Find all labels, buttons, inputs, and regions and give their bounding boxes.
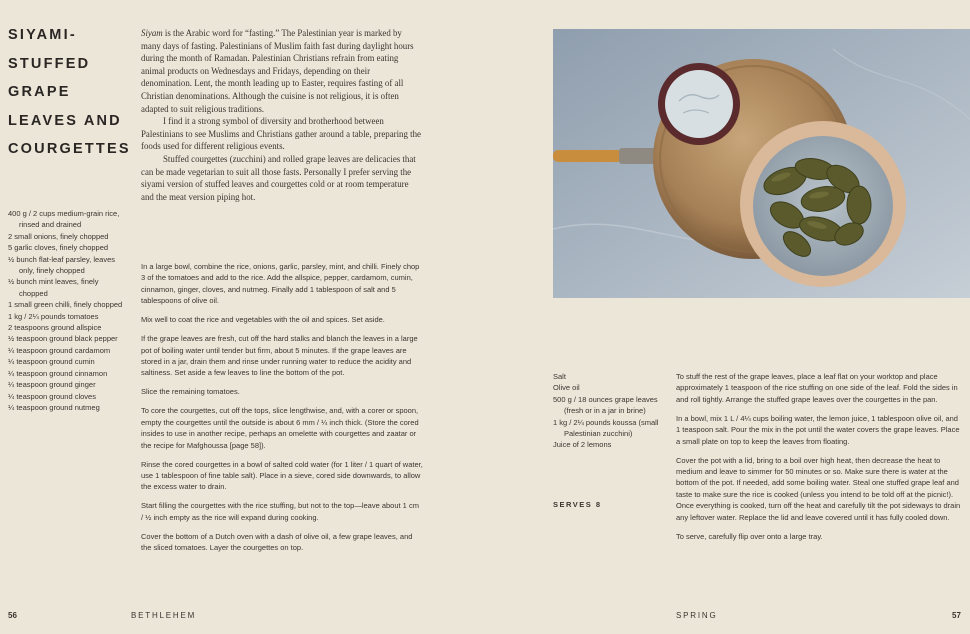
title-line: SIYAMI- <box>8 27 77 43</box>
ingredient-item: ¼ teaspoon ground ginger <box>8 380 96 390</box>
title-line: STUFFED <box>8 55 91 72</box>
method-step: To core the courgettes, cut off the tops, slice lengthwise, and, with a corer or spoon, empty the courgettes until the outside is about 6 mm / ¼ inch thick. (Store the cored insides to use in another recipe, perhaps an omelette with courgettes and zaatar or the recipe for Mafghoussa [page 58]). <box>141 406 419 450</box>
ingredient-list <box>8 208 128 413</box>
method-step: Cover the pot with a lid, bring to a boil over high heat, then decrease the heat to medium and leave to simmer for 50 minutes or so. Make sure there is water at the bottom of the pot. If needed, add some boiling water. Steal one stuffed grape leaf and taste to make sure the rice is cooked (unless you intend to be told off at the picnic!). Once everything is cooked, turn off the heat and carefully tilt the pot sideways to drain any leftover water. Replace the lid and leave covered until it has fully cooled down. <box>676 455 961 522</box>
ingredient-item: ¼ teaspoon ground cardamom <box>8 345 111 355</box>
method-step: In a large bowl, combine the rice, onions, garlic, parsley, mint, and chilli. Finely chop 3 of the tomatoes and add to the rice. Add the allspice, pepper, cardamom, cumin, cinnamon, ginger, cloves, and nutmeg. Finally add 1 tablespoon of salt and 5 tablespoons of olive oil. <box>141 262 420 306</box>
method-step: In a bowl, mix 1 L / 4¼ cups boiling water, the lemon juice, 1 tablespoon olive oil, and 1 teaspoon salt. Pour the mix in the pot until the water covers the grape leaves. Place a small plate on top to keep the leaves from floating. <box>676 413 960 446</box>
title-line: LEAVES AND <box>8 112 122 129</box>
ingredient-item: ½ teaspoon ground black pepper <box>8 334 118 344</box>
ingredient-item: 500 g / 18 ounces grape leaves (fresh or in a jar in brine) <box>553 394 658 416</box>
recipe-title <box>8 21 138 164</box>
intro-text <box>141 27 423 203</box>
ingredient-item: Salt <box>553 372 566 381</box>
ingredient-item: 5 garlic cloves, finely chopped <box>8 243 109 253</box>
intro-paragraph: Stuffed courgettes (zucchini) and rolled grape leaves are delicacies that can be made vegetarian to suit all those fasts. Personally I prefer serving the siyami version of stuffed leaves and courgettes cold or at room temperature and the meat version piping hot. <box>141 153 416 202</box>
ingredient-item: 1 kg / 2¼ pounds tomatoes <box>8 311 99 321</box>
ingredient-list-continued <box>553 371 665 451</box>
ingredient-item: 1 small green chilli, finely chopped <box>8 300 123 310</box>
ingredient-item: ½ bunch mint leaves, finely chopped <box>8 277 99 298</box>
method-step: Start filling the courgettes with the rice stuffing, but not to the top—leave about 1 cm / ½ inch empty as the rice will expand during cooking. <box>141 501 419 522</box>
title-line: COURGETTES <box>8 141 131 157</box>
ingredient-item: 2 small onions, finely chopped <box>8 231 109 241</box>
ingredient-item: ¼ teaspoon ground cloves <box>8 391 96 401</box>
ingredient-item: 2 teaspoons ground allspice <box>8 323 102 333</box>
ingredient-item: Olive oil <box>553 383 580 393</box>
method-steps <box>141 261 423 561</box>
right-page <box>485 0 970 634</box>
running-head: SPRING <box>676 611 718 620</box>
page-number: 57 <box>952 611 961 620</box>
intro-paragraph: I find it a strong symbol of diversity and brotherhood between Palestinians to see Muslims and Christians gather around a table, preparing the foods used for different religious events. <box>141 116 421 152</box>
serves-label: SERVES 8 <box>553 500 602 509</box>
method-step: Cover the bottom of a Dutch oven with a dash of olive oil, a few grape leaves, and the sliced tomatoes. Layer the courgettes on top. <box>141 531 413 553</box>
method-step: Mix well to coat the rice and vegetables with the oil and spices. Set aside. <box>141 315 385 325</box>
ingredient-item: ½ bunch flat-leaf parsley, leaves only, finely chopped <box>8 254 116 276</box>
title-line: GRAPE <box>8 84 71 100</box>
ingredient-item: ¼ teaspoon ground cinnamon <box>8 368 108 378</box>
stuffed-grape-leaves-photo <box>553 29 970 298</box>
running-head: BETHLEHEM <box>131 611 197 620</box>
method-step: Slice the remaining tomatoes. <box>141 387 240 397</box>
ingredient-item: Juice of 2 lemons <box>553 440 612 450</box>
page-number: 56 <box>8 611 17 620</box>
dish-photo <box>553 29 970 298</box>
method-step: To stuff the rest of the grape leaves, place a leaf flat on your worktop and place approximately 1 teaspoon of the rice stuffing on one side of the leaf. Fold the sides in and roll tightly. Arrange the stuffed grape leaves over the courgettes in the pan. <box>676 372 958 404</box>
ingredient-item: ¼ teaspoon ground nutmeg <box>8 402 100 412</box>
method-step: To serve, carefully flip over onto a large tray. <box>676 531 823 541</box>
intro-paragraph: Siyam is the Arabic word for “fasting.” The Palestinian year is marked by many days of fasting. Palestinians of Muslim faith fast during daylight hours during the month of Ramadan. Palestinian Christians refrain from eating animal products on Wednesdays and Fridays, depending on their denomination. Lent, the month leading up to Easter, requires fasting of all Christian denominations. Although the cuisine is not religious, it is often adapted to suit religious traditions. <box>141 28 414 114</box>
ingredient-item: ¼ teaspoon ground cumin <box>8 357 95 367</box>
ingredient-item: 1 kg / 2¼ pounds koussa (small Palestinian zucchini) <box>553 417 659 439</box>
ingredient-item: 400 g / 2 cups medium-grain rice, rinsed and drained <box>8 209 120 230</box>
method-step: If the grape leaves are fresh, cut off the hard stalks and blanch the leaves in a large pot of boiling water until tender but firm, about 5 minutes. If the grape leaves are stored in a jar, drain them and rinse under running water to reduce the acidity and saltiness. Set aside a few leaves to line the bottom of the pot. <box>141 334 418 378</box>
method-step: Rinse the cored courgettes in a bowl of salted cold water (for 1 liter / 1 quart of water, use 1 tablespoon of fine table salt). Place in a sieve, cored side downwards, to allow the excess water to drain. <box>141 459 423 492</box>
method-steps-continued <box>676 371 961 550</box>
